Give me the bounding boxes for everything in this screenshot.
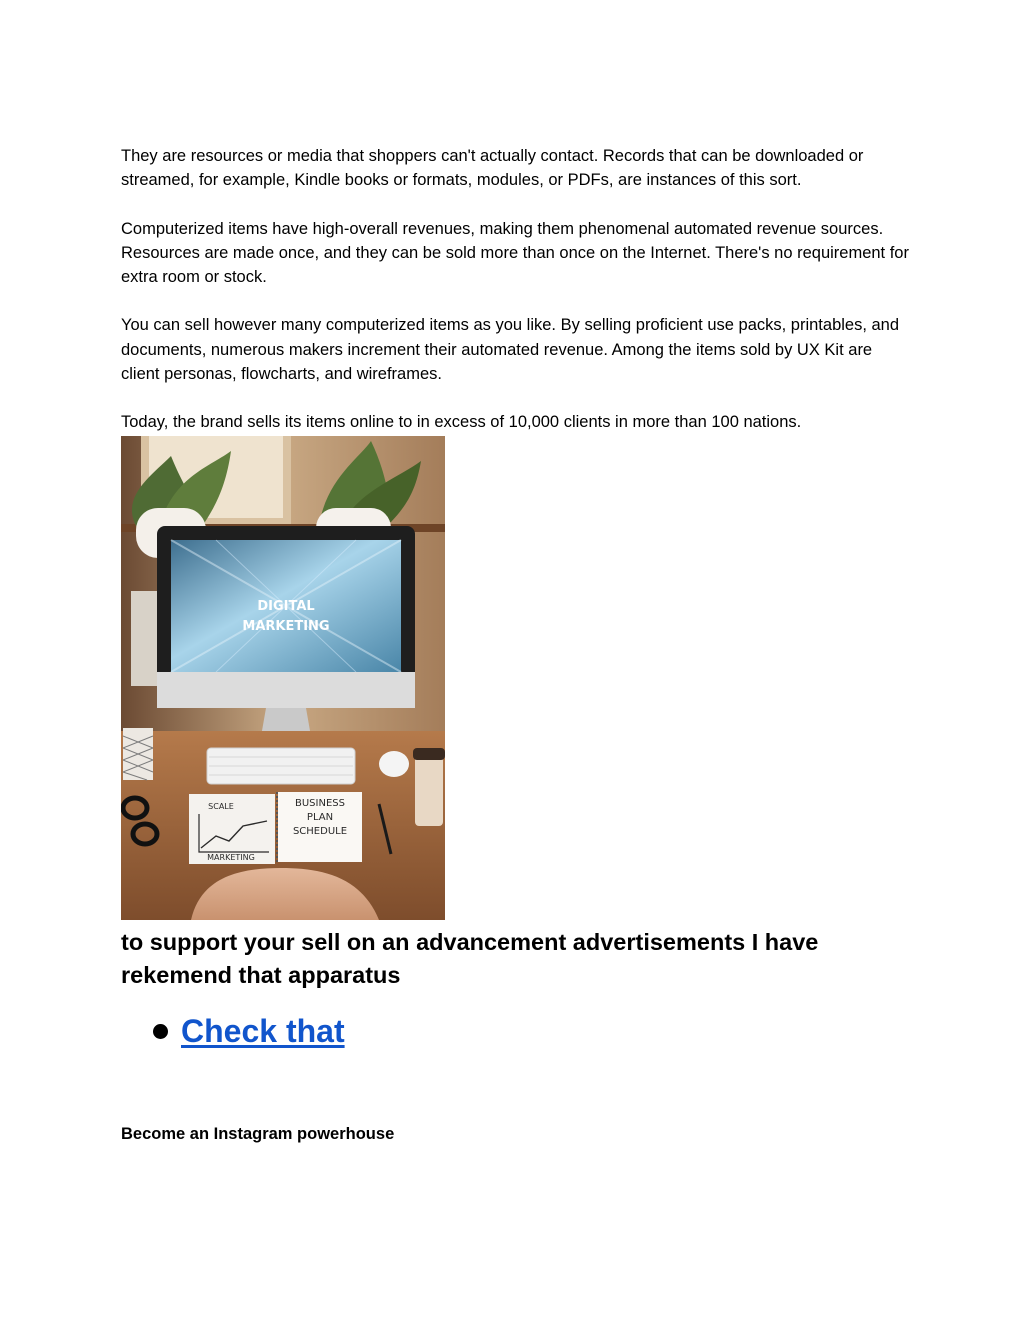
section-heading: to support your sell on an advancement advertisements I have rekemend that apparatus — [121, 929, 819, 989]
coffee-lid — [413, 748, 445, 760]
notebook-right-line1: BUSINESS — [295, 798, 345, 810]
paragraph-3: You can sell however many computerized items as you like. By selling proficient use packs, printables, and documents, numerous makers increment their automated revenue. Among the items sold by UX Kit are client personas, flowcharts, and wireframes. — [121, 316, 900, 383]
notebook-left-footer: MARKETING — [207, 853, 255, 863]
list-item — [121, 1002, 911, 1060]
bullet-icon — [153, 1024, 168, 1039]
desk-computer-photo — [121, 436, 445, 920]
paragraph-1: They are resources or media that shoppers can't actually contact. Records that can be downloaded or streamed, for example, Kindle books or formats, modules, or PDFs, are instances of this sort. — [121, 147, 864, 190]
screen-text-marketing: MARKETING — [242, 619, 330, 635]
notebook-right-line2: PLAN — [306, 812, 334, 824]
paragraph-4: Today, the brand sells its items online to in excess of 10,000 clients in more than 100 nations. — [121, 413, 802, 432]
notebook-right-line3: SCHEDULE — [292, 826, 348, 838]
link-list — [121, 1002, 911, 1060]
monitor-chin — [157, 672, 415, 708]
mouse — [379, 751, 409, 777]
check-that-link[interactable]: Check that — [181, 1012, 345, 1049]
wall-picture — [131, 591, 161, 686]
document-page — [121, 144, 911, 1146]
paragraph-2: Computerized items have high-overall revenues, making them phenomenal automated revenue sources. Resources are made once, and they can be sold more than once on the Internet. There's no requirement for extra room or stock. — [121, 219, 909, 286]
screen-text-digital: DIGITAL — [257, 599, 315, 615]
subheading: Become an Instagram powerhouse — [121, 1125, 395, 1144]
coffee-cup — [415, 754, 443, 826]
notebook-left-title: SCALE — [208, 802, 234, 812]
